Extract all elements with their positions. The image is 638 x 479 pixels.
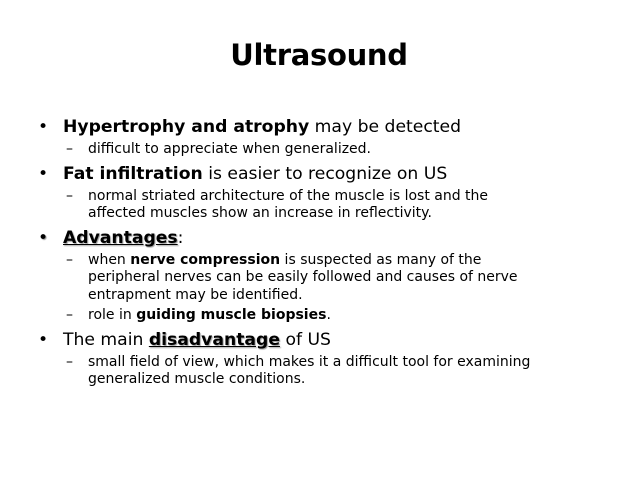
sub-bullet-text-pre: role in (88, 307, 137, 323)
bullet-icon: • (38, 227, 49, 248)
bullet-bold-text: Hypertrophy and atrophy (63, 117, 310, 137)
bullet-text: of US (279, 329, 331, 350)
sub-bullet (38, 141, 608, 159)
sub-bullet-text-line2: generalized muscle conditions. (88, 371, 306, 387)
bullet-text-pre: The main (63, 329, 149, 350)
bullet-advantages (38, 227, 608, 249)
sub-bullet-text: difficult to appreciate when generalized. (88, 141, 372, 157)
sub-bullet-bold-text: nerve compression (130, 251, 281, 268)
sub-bullet (38, 354, 608, 389)
bullet-text: : (177, 227, 184, 248)
sub-bullet-text-line1: normal striated architecture of the muscle is lost and the (88, 187, 489, 204)
bullet-icon: • (38, 329, 49, 350)
sub-bullet-text-line1: small field of view, which makes it a difficult tool for examining (88, 353, 531, 370)
sub-bullet (38, 307, 608, 325)
slide-title: Ultrasound (230, 38, 408, 72)
sub-bullet-text-pre: when (88, 251, 131, 268)
bullet-bold-text: Fat infiltration (63, 163, 203, 184)
bullet-bold-text: disadvantage (148, 329, 280, 350)
sub-bullet (38, 188, 608, 223)
sub-bullet (38, 252, 608, 305)
sub-bullet-text-post: . (326, 307, 331, 323)
dash-icon: – (66, 353, 73, 370)
bullet-icon: • (38, 163, 49, 184)
bullet-disadvantage (38, 329, 608, 351)
bullet-hypertrophy (38, 116, 608, 138)
bullet-text: is easier to recognize on US (202, 163, 448, 184)
sub-bullet-text-line2: affected muscles show an increase in reflectivity. (88, 205, 432, 221)
dash-icon: – (66, 141, 73, 157)
bullet-fat-infiltration (38, 163, 608, 185)
bullet-bold-text: Advantages (63, 227, 178, 248)
dash-icon: – (66, 187, 73, 204)
slide-content (38, 112, 608, 389)
dash-icon: – (66, 307, 73, 323)
sub-bullet-text-post: is suspected as many of the (280, 251, 482, 268)
sub-bullet-text-line3: entrapment may be identified. (88, 286, 303, 303)
bullet-text: may be detected (309, 117, 462, 137)
dash-icon: – (66, 251, 73, 268)
bullet-icon: • (38, 117, 49, 137)
sub-bullet-text-line2: peripheral nerves can be easily followed and causes of nerve (88, 269, 518, 285)
sub-bullet-bold-text: guiding muscle biopsies (136, 307, 327, 323)
